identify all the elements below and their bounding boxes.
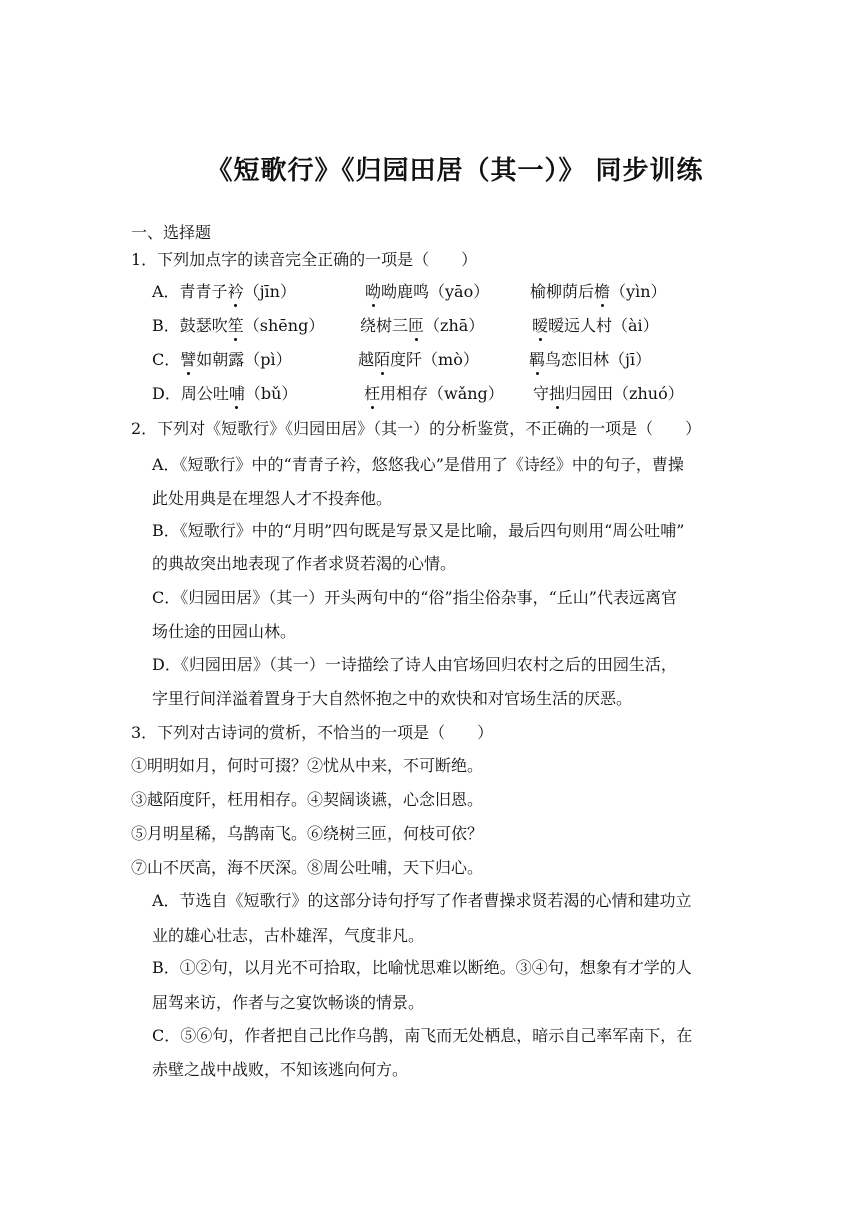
question-2-stem: 2．下列对《短歌行》《归园田居》（其一）的分析鉴赏，不正确的一项是（ ） [131, 419, 702, 438]
q1-d-col1: D．周公吐哺（bǔ） [152, 384, 298, 403]
q1-b-col1: B．鼓瑟吹笙（shēng） [152, 316, 325, 335]
q3-option-b-line1: B．①②句，以月光不可拾取，比喻忧思难以断绝。③④句，想象有才学的人 [152, 958, 692, 977]
q2-option-d-line1: D．《归园田居》（其一）一诗描绘了诗人由官场回归农村之后的田园生活， [152, 655, 677, 674]
q3-option-b-line2: 屈驾来访，作者与之宴饮畅谈的情景。 [152, 993, 425, 1012]
q1-b-col2: 绕树三匝（zhā） [360, 316, 485, 335]
q2-option-b-line1: B．《短歌行》中的“月明”四句既是写景又是比喻，最后四句则用“周公吐哺” [152, 521, 685, 540]
q3-poem-line-1: ①明明如月，何时可掇？②忧从中来，不可断绝。 [131, 756, 484, 775]
q1-b-col3: 暧暧远人村（ài） [532, 316, 659, 335]
q1-c-col1: C．譬如朝露（pì） [152, 350, 292, 369]
q3-option-c-line1: C．⑤⑥句，作者把自己比作乌鹊，南飞而无处栖息，暗示自己率军南下，在 [152, 1026, 693, 1045]
q1-a-col1: A．青青子衿（jīn） [152, 282, 296, 301]
q2-option-b-line2: 的典故突出地表现了作者求贤若渴的心情。 [152, 554, 457, 573]
q1-a-col2: 呦呦鹿鸣（yāo） [365, 282, 490, 301]
q1-a-col3: 榆柳荫后檐（yìn） [530, 282, 667, 301]
q3-poem-line-3: ⑤月明星稀，乌鹊南飞。⑥绕树三匝，何枝可依？ [131, 824, 484, 843]
q3-option-c-line2: 赤壁之战中战败，不知该逃向何方。 [152, 1060, 409, 1079]
q2-option-d-line2: 字里行间洋溢着置身于大自然怀抱之中的欢快和对官场生活的厌恶。 [152, 689, 633, 708]
q2-option-c-line2: 场仕途的田园山林。 [152, 622, 297, 641]
q1-d-col3: 守拙归园田（zhuó） [533, 384, 684, 403]
q2-option-a-line1: A．《短歌行》中的“青青子衿，悠悠我心”是借用了《诗经》中的句子，曹操 [152, 455, 684, 474]
question-3-stem: 3．下列对古诗词的赏析，不恰当的一项是（ ） [131, 723, 494, 742]
q1-c-col3: 羁鸟恋旧林（jī） [529, 350, 652, 369]
page-title: 《短歌行》《归园田居（其一）》 同步训练 [206, 156, 704, 186]
q3-poem-line-2: ③越陌度阡，枉用相存。④契阔谈䜩，心念旧恩。 [131, 790, 484, 809]
question-1-stem: 1．下列加点字的读音完全正确的一项是（ ） [131, 250, 478, 269]
q3-option-a-line1: A．节选自《短歌行》的这部分诗句抒写了作者曹操求贤若渴的心情和建功立 [152, 891, 692, 910]
q3-poem-line-4: ⑦山不厌高，海不厌深。⑧周公吐哺，天下归心。 [131, 858, 484, 877]
q1-c-col2: 越陌度阡（mò） [358, 350, 479, 369]
section-heading: 一、选择题 [131, 223, 212, 242]
q1-d-col2: 枉用相存（wǎng） [364, 384, 504, 403]
q3-option-a-line2: 业的雄心壮志，古朴雄浑，气度非凡。 [152, 926, 425, 945]
q2-option-c-line1: C．《归园田居》（其一）开头两句中的“俗”指尘俗杂事，“丘山”代表远离官 [152, 588, 677, 607]
q2-option-a-line2: 此处用典是在埋怨人才不投奔他。 [152, 489, 393, 508]
